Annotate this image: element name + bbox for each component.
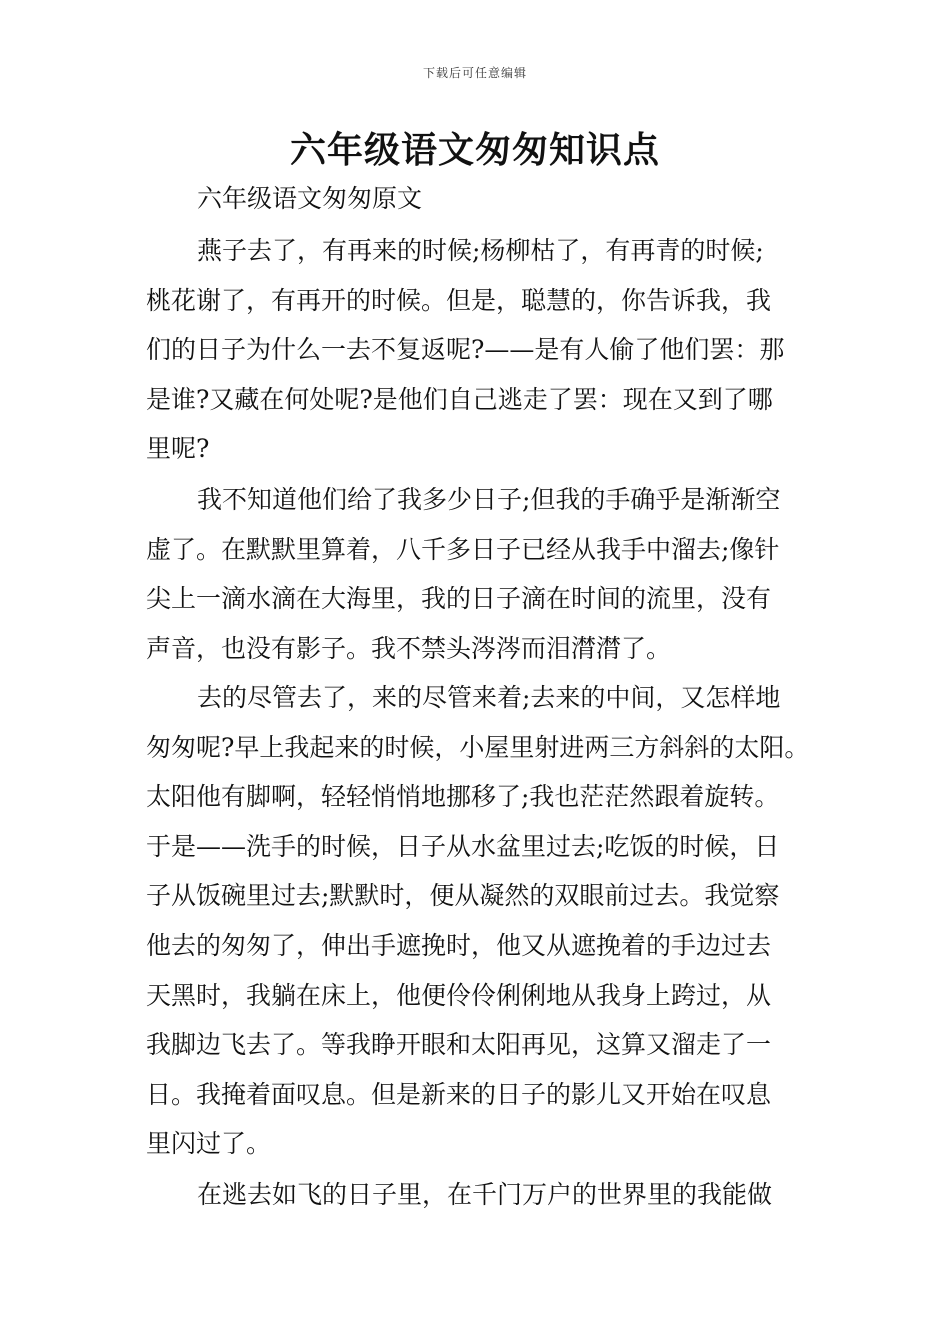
text-line: 去的尽管去了，来的尽管来着;去来的中间，又怎样地 (197, 683, 781, 712)
header-note: 下载后可任意编辑 (422, 66, 527, 80)
subtitle: 六年级语文匆匆原文 (197, 184, 423, 213)
document-title: 六年级语文匆匆知识点 (289, 129, 660, 171)
text-line: 太阳他有脚啊，轻轻悄悄地挪移了;我也茫茫然跟着旋转。 (146, 782, 780, 812)
text-line: 虚了。在默默里算着，八千多日子已经从我手中溜去;像针 (146, 534, 780, 564)
text-line: 桃花谢了，有再开的时候。但是，聪慧的，你告诉我，我 (146, 285, 772, 315)
text-line: 里呢? (146, 434, 210, 464)
text-line: 是谁?又藏在何处呢?是他们自己逃走了罢：现在又到了哪 (146, 384, 773, 414)
paragraph-4 (146, 1170, 772, 1220)
text-line: 在逃去如飞的日子里，在千门万户的世界里的我能做 (197, 1180, 773, 1209)
paragraph-1 (146, 226, 784, 474)
text-line: 声音，也没有影子。我不禁头涔涔而泪潸潸了。 (146, 633, 672, 663)
text-line: 我脚边飞去了。等我睁开眼和太阳再见，这算又溜走了一 (146, 1030, 772, 1060)
text-line: 他去的匆匆了，伸出手遮挽时，他又从遮挽着的手边过去 (146, 930, 772, 960)
text-line: 燕子去了，有再来的时候;杨柳枯了，有再青的时候; (197, 236, 764, 265)
text-line: 匆匆呢?早上我起来的时候，小屋里射进两三方斜斜的太阳。 (146, 732, 810, 762)
paragraph-2 (146, 475, 780, 673)
text-line: 里闪过了。 (146, 1129, 272, 1159)
text-line: 于是——洗手的时候，日子从水盆里过去;吃饭的时候，日 (146, 831, 780, 861)
text-line: 天黑时，我躺在床上，他便伶伶俐俐地从我身上跨过，从 (146, 980, 772, 1010)
text-line: 我不知道他们给了我多少日子;但我的手确乎是渐渐空 (197, 485, 781, 514)
text-line: 子从饭碗里过去;默默时，便从凝然的双眼前过去。我觉察 (146, 881, 780, 911)
text-line: 尖上一滴水滴在大海里，我的日子滴在时间的流里，没有 (146, 584, 772, 614)
paragraph-3 (146, 673, 809, 1169)
text-line: 们的日子为什么一去不复返呢?——是有人偷了他们罢：那 (146, 335, 785, 365)
text-line: 日。我掩着面叹息。但是新来的日子的影儿又开始在叹息 (146, 1079, 772, 1109)
